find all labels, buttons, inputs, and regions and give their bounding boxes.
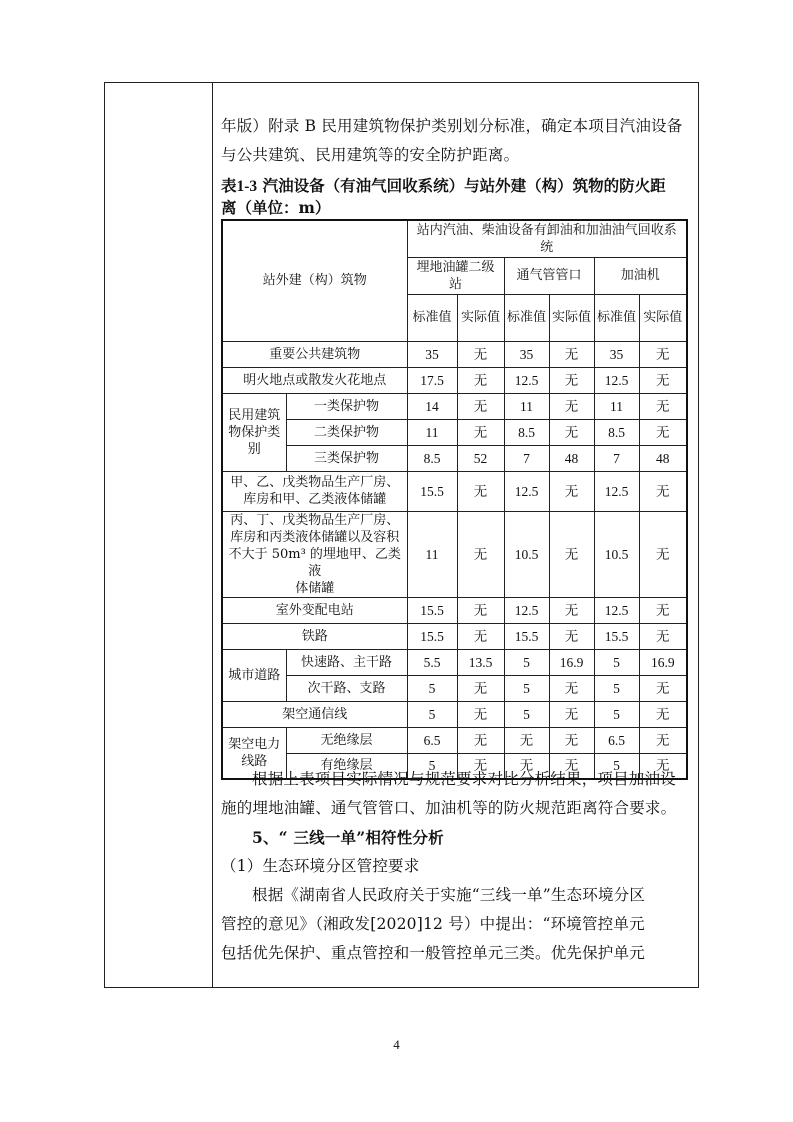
cell: 无 — [457, 341, 504, 367]
cell: 无 — [639, 393, 687, 419]
table-caption-line1: 汽油设备（有油气回收系统）与站外建（构）筑物的防火距 — [257, 176, 666, 195]
cell: 15.5 — [407, 471, 457, 511]
sub-header: 实际值 — [639, 294, 687, 341]
sub-header: 标准值 — [504, 294, 549, 341]
row-label: 铁路 — [222, 623, 407, 649]
cell: 16.9 — [639, 649, 687, 675]
cell: 无 — [639, 471, 687, 511]
row-sublabel: 次干路、支路 — [286, 675, 407, 701]
cell: 35 — [407, 341, 457, 367]
cell: 无 — [549, 419, 594, 445]
table-caption-label: 表1-3 — [221, 178, 258, 195]
cell: 13.5 — [457, 649, 504, 675]
section-heading: 5、“ 三线一单”相符性分析 — [252, 828, 444, 847]
paragraph-line: 施的埋地油罐、通气管管口、加油机等的防火规范距离符合要求。 — [221, 799, 677, 817]
table-caption — [221, 175, 691, 218]
cell: 无 — [457, 393, 504, 419]
fire-distance-table — [221, 219, 688, 780]
subsection-heading: （1）生态环境分区管控要求 — [221, 857, 420, 875]
col-group-tank: 埋地油罐二级 站 — [407, 257, 504, 294]
cell: 无 — [457, 367, 504, 393]
row-sublabel: 三类保护物 — [286, 445, 407, 471]
cell: 5 — [407, 701, 457, 727]
analysis-block — [221, 765, 691, 968]
table-row — [222, 675, 687, 701]
cell: 无 — [639, 511, 687, 597]
paragraph-line: 管控的意见》（湘政发[2020]12 号）中提出：“环境管控单元 — [221, 915, 645, 933]
row-sublabel: 有绝缘层 — [286, 753, 407, 779]
cell: 5 — [407, 675, 457, 701]
cell: 无 — [639, 753, 687, 779]
intro-block — [221, 112, 691, 218]
cell: 17.5 — [407, 367, 457, 393]
cell: 无 — [504, 753, 549, 779]
cell: 无 — [549, 675, 594, 701]
sub-header: 实际值 — [457, 294, 504, 341]
cell: 6.5 — [594, 727, 639, 753]
sub-header: 标准值 — [407, 294, 457, 341]
row-label-power: 架空电力 线路 — [222, 727, 286, 779]
cell: 无 — [457, 753, 504, 779]
cell: 无 — [639, 367, 687, 393]
row-label: 室外变配电站 — [222, 597, 407, 623]
col-group-dispenser: 加油机 — [594, 257, 687, 294]
table-row — [222, 511, 687, 597]
cell: 6.5 — [407, 727, 457, 753]
row-label-civil: 民用建筑 物保护类 别 — [222, 393, 286, 471]
cell: 15.5 — [594, 623, 639, 649]
frame-divider — [212, 82, 213, 988]
cell: 12.5 — [594, 471, 639, 511]
row-label-road: 城市道路 — [222, 649, 286, 701]
cell: 无 — [639, 419, 687, 445]
cell: 无 — [639, 675, 687, 701]
cell: 无 — [549, 367, 594, 393]
cell: 10.5 — [504, 511, 549, 597]
paragraph-line: 包括优先保护、重点管控和一般管控单元三类。优先保护单元 — [221, 944, 645, 962]
cell: 5 — [594, 753, 639, 779]
cell: 无 — [549, 753, 594, 779]
row-label: 丙、丁、戊类物品生产厂房、 库房和丙类液体储罐以及容积 不大于 50m³ 的埋地甲、乙类液 体储罐 — [222, 511, 407, 597]
cell: 5 — [504, 649, 549, 675]
row-sublabel: 二类保护物 — [286, 419, 407, 445]
cell: 5 — [504, 701, 549, 727]
cell: 15.5 — [407, 597, 457, 623]
table-row — [222, 701, 687, 727]
cell: 无 — [549, 511, 594, 597]
table-row — [222, 471, 687, 511]
table-row — [222, 597, 687, 623]
cell: 35 — [504, 341, 549, 367]
sub-header: 标准值 — [594, 294, 639, 341]
table-caption-line2: 离（单位：m） — [221, 198, 331, 217]
cell: 11 — [407, 419, 457, 445]
cell: 无 — [549, 701, 594, 727]
cell: 5 — [407, 753, 457, 779]
cell: 无 — [457, 675, 504, 701]
cell: 11 — [407, 511, 457, 597]
cell: 无 — [549, 623, 594, 649]
cell: 无 — [639, 623, 687, 649]
table-row — [222, 623, 687, 649]
cell: 无 — [639, 701, 687, 727]
cell: 8.5 — [504, 419, 549, 445]
cell: 无 — [639, 727, 687, 753]
table-row — [222, 649, 687, 675]
cell: 12.5 — [504, 367, 549, 393]
table-row — [222, 727, 687, 753]
row-label: 架空通信线 — [222, 701, 407, 727]
table-row — [222, 445, 687, 471]
col-group-vent: 通气管管口 — [504, 257, 594, 294]
cell: 无 — [549, 597, 594, 623]
cell: 10.5 — [594, 511, 639, 597]
cell: 11 — [594, 393, 639, 419]
cell: 12.5 — [594, 597, 639, 623]
cell: 48 — [639, 445, 687, 471]
cell: 16.9 — [549, 649, 594, 675]
cell: 5 — [504, 675, 549, 701]
table-group-header: 站内汽油、柴油设备有卸油和加油油气回收系 统 — [407, 220, 687, 257]
cell: 12.5 — [504, 597, 549, 623]
cell: 无 — [457, 623, 504, 649]
cell: 52 — [457, 445, 504, 471]
cell: 5.5 — [407, 649, 457, 675]
cell: 5 — [594, 675, 639, 701]
cell: 5 — [594, 649, 639, 675]
cell: 8.5 — [407, 445, 457, 471]
cell: 无 — [549, 727, 594, 753]
cell: 7 — [594, 445, 639, 471]
cell: 无 — [457, 419, 504, 445]
cell: 15.5 — [504, 623, 549, 649]
cell: 无 — [457, 597, 504, 623]
cell: 14 — [407, 393, 457, 419]
table-row — [222, 393, 687, 419]
cell: 35 — [594, 341, 639, 367]
cell: 无 — [549, 393, 594, 419]
row-label: 明火地点或散发火花地点 — [222, 367, 407, 393]
row-sublabel: 快速路、主干路 — [286, 649, 407, 675]
cell: 无 — [457, 701, 504, 727]
cell: 8.5 — [594, 419, 639, 445]
cell: 无 — [639, 341, 687, 367]
page-number: 4 — [393, 1037, 400, 1052]
cell: 48 — [549, 445, 594, 471]
cell: 11 — [504, 393, 549, 419]
paragraph-line: 根据上表项目实际情况与规范要求对比分析结果，项目加油设 — [252, 770, 676, 788]
intro-line-2: 与公共建筑、民用建筑等的安全防护距离。 — [221, 146, 520, 164]
cell: 15.5 — [407, 623, 457, 649]
sub-header: 实际值 — [549, 294, 594, 341]
table-row — [222, 419, 687, 445]
cell: 无 — [549, 471, 594, 511]
row-sublabel: 无绝缘层 — [286, 727, 407, 753]
cell: 无 — [457, 727, 504, 753]
row-label: 重要公共建筑物 — [222, 341, 407, 367]
table-row-header: 站外建（构）筑物 — [222, 220, 407, 341]
intro-line-1: 年版）附录 B 民用建筑物保护类别划分标准，确定本项目汽油设备 — [221, 117, 683, 135]
cell: 无 — [549, 341, 594, 367]
cell: 无 — [639, 597, 687, 623]
cell: 无 — [457, 511, 504, 597]
cell: 12.5 — [594, 367, 639, 393]
cell: 无 — [504, 727, 549, 753]
row-sublabel: 一类保护物 — [286, 393, 407, 419]
table-row — [222, 341, 687, 367]
cell: 5 — [594, 701, 639, 727]
paragraph-line: 根据《湖南省人民政府关于实施“三线一单”生态环境分区 — [252, 886, 646, 904]
table-row — [222, 367, 687, 393]
cell: 7 — [504, 445, 549, 471]
row-label: 甲、乙、戊类物品生产厂房、 库房和甲、乙类液体储罐 — [222, 471, 407, 511]
cell: 12.5 — [504, 471, 549, 511]
cell: 无 — [457, 471, 504, 511]
